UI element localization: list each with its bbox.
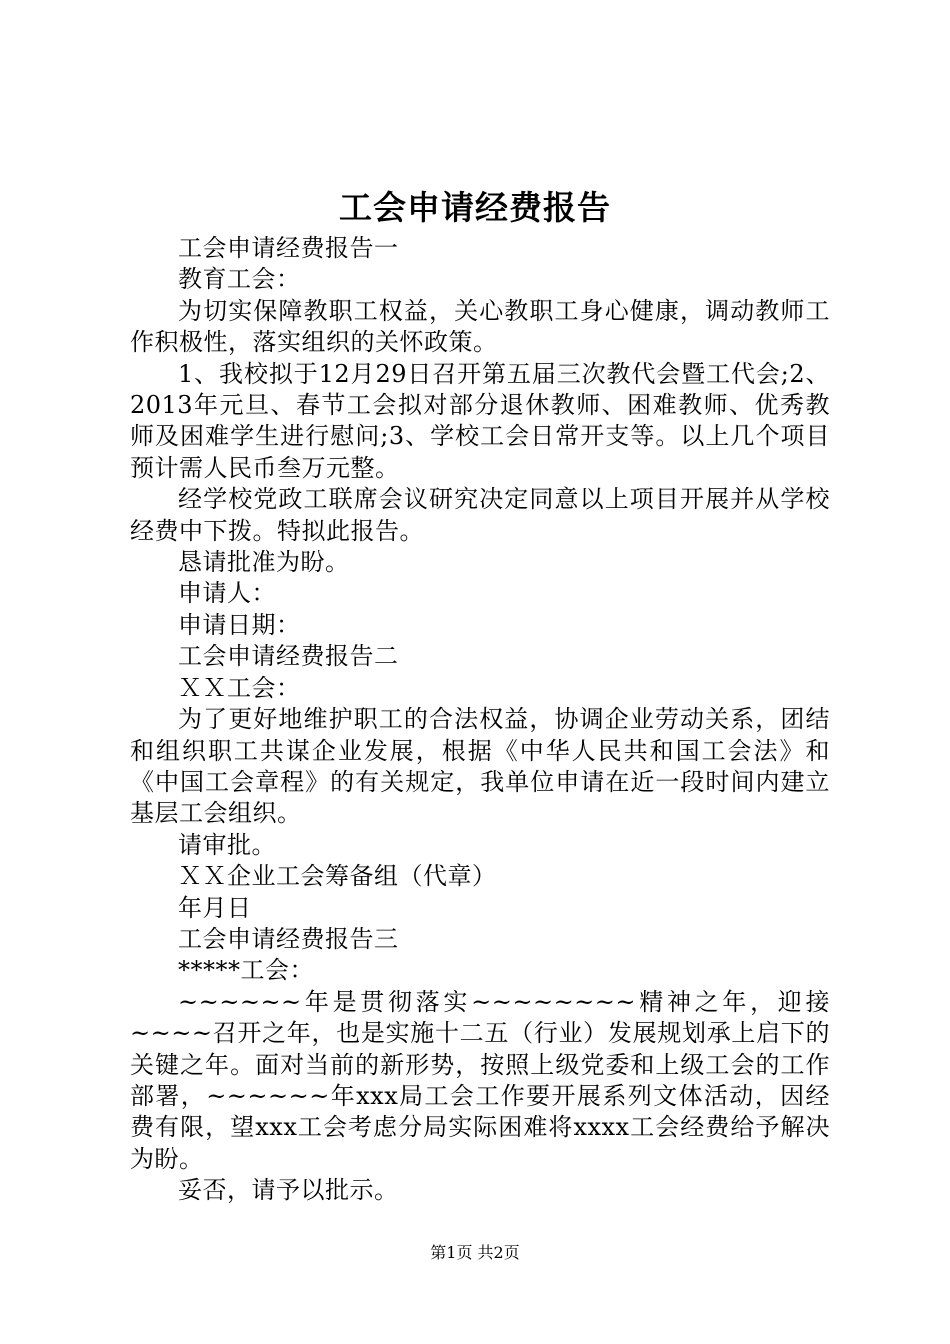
- body-paragraph: 为切实保障教职工权益，关心教职工身心健康，调动教师工作积极性，落实组织的关怀政策。: [130, 296, 830, 357]
- closing-line: 妥否，请予以批示。: [178, 1176, 399, 1205]
- body-paragraph: 1、我校拟于12月29日召开第五届三次教代会暨工代会;2、2013年元旦、春节工会拟对部分退休教师、困难教师、优秀教师及困难学生进行慰问;3、学校工会日常开支等。以上几个项目预计需人民币叁万元整。: [130, 359, 830, 482]
- body-paragraph: 为了更好地维护职工的合法权益，协调企业劳动关系，团结和组织职工共谋企业发展，根据《中华人民共和国工会法》和《中国工会章程》的有关规定，我单位申请在近一段时间内建立基层工会组织。: [130, 705, 830, 828]
- closing-line: 请审批。: [178, 830, 276, 859]
- applicant-line: 申请人：: [178, 579, 276, 608]
- section-heading-2: 工会申请经费报告二: [178, 642, 399, 671]
- page-footer: 第1页 共2页: [430, 1243, 520, 1262]
- document-body: [130, 233, 830, 1207]
- signature-line: ＸＸ企业工会筹备组（代章）: [178, 862, 497, 891]
- salutation-1: 教育工会：: [178, 265, 301, 294]
- date-line: 年月日: [178, 893, 252, 922]
- salutation-2: ＸＸ工会：: [178, 673, 301, 702]
- document-title: 工会申请经费报告: [339, 188, 611, 227]
- body-paragraph: ~~~~~~年是贯彻落实~~~~~~~~精神之年，迎接~~~~召开之年，也是实施十二五（行业）发展规划承上启下的关键之年。面对当前的新形势，按照上级党委和上级工会的工作部署，~~~~~~年xxx局工会工作要开展系列文体活动，因经费有限，望xxx工会考虑分局实际困难将xxxx工会经费给予解决为盼。: [130, 987, 830, 1173]
- body-paragraph: 经学校党政工联席会议研究决定同意以上项目开展并从学校经费中下拨。特拟此报告。: [130, 485, 830, 545]
- application-date-line: 申请日期：: [178, 610, 301, 639]
- section-heading-1: 工会申请经费报告一: [178, 234, 399, 262]
- closing-line: 恳请批准为盼。: [178, 548, 350, 577]
- salutation-3: *****工会：: [178, 956, 314, 985]
- section-heading-3: 工会申请经费报告三: [178, 924, 399, 953]
